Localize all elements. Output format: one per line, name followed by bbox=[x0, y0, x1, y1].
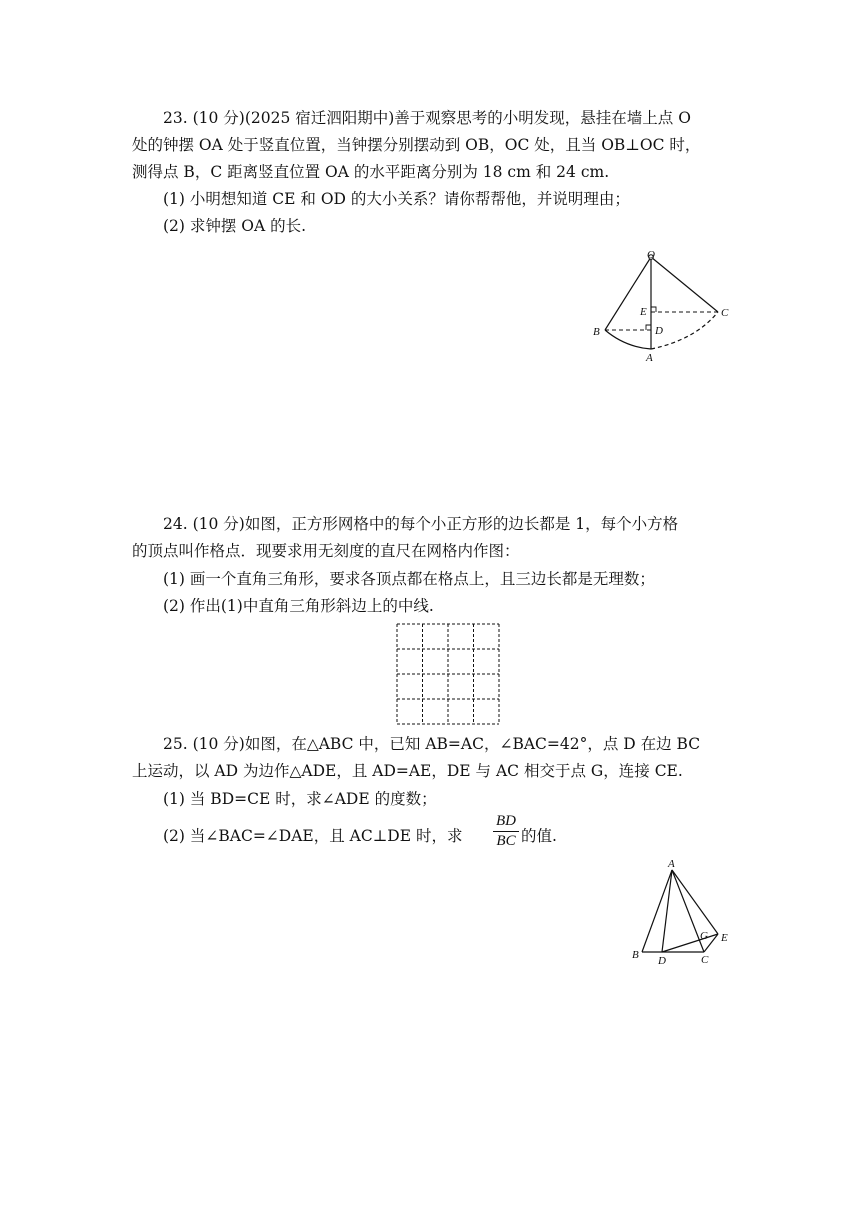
q23-pendulum-figure bbox=[585, 248, 735, 370]
fraction-denominator: BC bbox=[496, 833, 516, 849]
q23-line-5: (2) 求钟摆 OA 的长. bbox=[163, 217, 307, 235]
q24-square-grid[interactable] bbox=[396, 623, 500, 725]
right-angle-d bbox=[646, 325, 651, 330]
label-b: B bbox=[593, 326, 600, 338]
label-e: E bbox=[640, 306, 647, 318]
fraction-bd-over-bc bbox=[493, 813, 519, 850]
label-a: A bbox=[646, 352, 653, 364]
segment-ae bbox=[672, 870, 718, 934]
q25-triangle-figure bbox=[628, 855, 738, 967]
q23-line-3: 测得点 B，C 距离竖直位置 OA 的水平距离分别为 18 cm 和 24 cm. bbox=[132, 163, 610, 181]
label-d: D bbox=[655, 325, 663, 337]
label-c: C bbox=[701, 954, 709, 966]
label-o: O bbox=[647, 249, 655, 261]
segment-ob bbox=[605, 257, 651, 330]
label-g: G bbox=[700, 930, 708, 942]
q24-line-4: (2) 作出(1)中直角三角形斜边上的中线. bbox=[163, 597, 434, 615]
segment-de bbox=[662, 934, 718, 952]
fraction-numerator: BD bbox=[496, 813, 516, 829]
label-d: D bbox=[658, 955, 666, 967]
q25-line-4: (2) 当∠BAC=∠DAE，且 AC⊥DE 时，求 bbox=[163, 827, 463, 845]
label-c: C bbox=[721, 307, 729, 319]
label-b: B bbox=[632, 949, 639, 961]
q23-line-1: 23. (10 分)(2025 宿迁泗阳期中)善于观察思考的小明发现，悬挂在墙上点 O bbox=[163, 109, 691, 127]
right-angle-e bbox=[651, 307, 656, 312]
q23-line-4: (1) 小明想知道 CE 和 OD 的大小关系？请你帮帮他，并说明理由； bbox=[163, 190, 630, 208]
segment-oc bbox=[651, 257, 718, 312]
q25-line-1: 25. (10 分)如图，在△ABC 中，已知 AB=AC，∠BAC=42°，点 D 在边 BC bbox=[163, 735, 701, 753]
q25-line-3: (1) 当 BD=CE 时，求∠ADE 的度数； bbox=[163, 790, 437, 808]
q25-line-2: 上运动，以 AD 为边作△ADE，且 AD=AE，DE 与 AC 相交于点 G，连接 CE. bbox=[132, 762, 683, 780]
q25-line-5: 的值. bbox=[521, 827, 557, 845]
q24-line-1: 24. (10 分)如图，正方形网格中的每个小正方形的边长都是 1，每个小方格 bbox=[163, 515, 679, 533]
label-a: A bbox=[668, 858, 675, 870]
q23-line-2: 处的钟摆 OA 处于竖直位置，当钟摆分别摆动到 OB，OC 处，且当 OB⊥OC 时， bbox=[132, 136, 701, 154]
label-e: E bbox=[721, 932, 728, 944]
q24-line-2: 的顶点叫作格点．现要求用无刻度的直尺在网格内作图： bbox=[132, 542, 520, 560]
arc-ba bbox=[605, 330, 651, 349]
q24-line-3: (1) 画一个直角三角形，要求各顶点都在格点上，且三边长都是无理数； bbox=[163, 570, 655, 588]
